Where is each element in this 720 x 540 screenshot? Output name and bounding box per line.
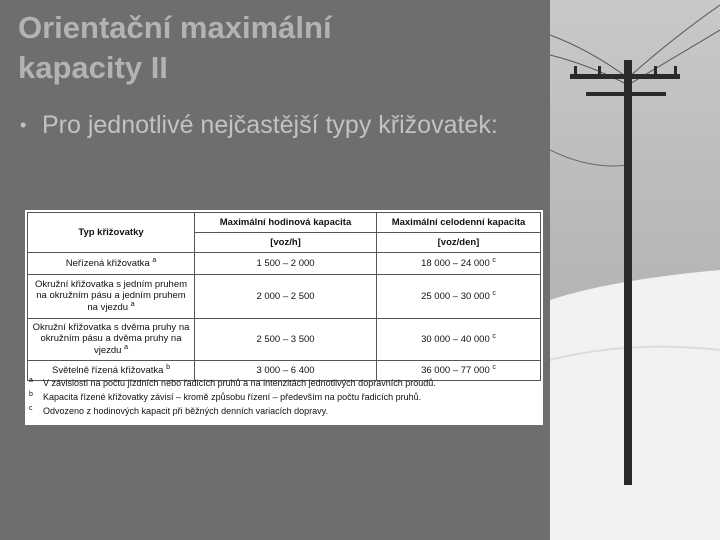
cell-type: Neřízená křižovatka $^a$ [28,253,195,275]
table-row [28,319,541,361]
cell-type: Okružní křižovatka s jedním pruhem na okružním pásu a jedním pruhem na vjezdu $^a$ [28,275,195,319]
header-type: Typ křižovatky [28,213,195,253]
cell-hourly: 2 000 – 2 500 [195,275,377,319]
footnote-mark: a [29,377,33,384]
unit-daily: [voz/den] [377,233,541,253]
capacity-table-image [25,210,543,425]
footnote-text: Odvozeno z hodinových kapacit při běžných denních variacích dopravy. [43,406,328,416]
table-row [28,275,541,319]
cell-daily: 30 000 – 40 000 $^c$ [377,319,541,361]
footnote-mark: b [29,391,33,398]
utility-pole-image [550,0,720,540]
capacity-table [27,212,541,381]
bullet-icon: • [20,115,27,135]
footnote [29,390,534,404]
title-line-1: Orientační maximální [18,10,332,45]
cell-hourly: 3 000 – 6 400 [195,361,377,381]
bullet-text: Pro jednotlivé nejčastější typy křižovatek: [42,111,498,139]
header-hourly: Maximální hodinová kapacita [195,213,377,233]
table-footnotes [29,376,534,418]
cell-hourly: 1 500 – 2 000 [195,253,377,275]
header-daily: Maximální celodenní kapacita [377,213,541,233]
cell-daily: 36 000 – 77 000 $^c$ [377,361,541,381]
cell-daily: 25 000 – 30 000 $^c$ [377,275,541,319]
footnote [29,404,534,418]
footnote-text: V závislosti na počtu jízdních nebo řadicích pruhů a na intenzitách jednotlivých dopravních proudů. [43,378,436,388]
title-line-2: kapacity II [18,50,168,85]
slide-title [18,8,438,88]
cell-type: Světelně řízená křižovatka $^b$ [28,361,195,381]
footnote [29,376,534,390]
cell-daily: 18 000 – 24 000 $^c$ [377,253,541,275]
table-header-row [28,213,541,233]
table-row [28,253,541,275]
footnote-text: Kapacita řízené křižovatky závisí – kromě způsobu řízení – především na počtu řadicích pruhů. [43,392,422,402]
utility-pole-photo [550,0,720,540]
unit-hourly: [voz/h] [195,233,377,253]
bullet-point [20,108,500,142]
footnote-mark: c [29,405,33,412]
cell-hourly: 2 500 – 3 500 [195,319,377,361]
cell-type: Okružní křižovatka s dvěma pruhy na okružním pásu a dvěma pruhy na vjezdu $^a$ [28,319,195,361]
